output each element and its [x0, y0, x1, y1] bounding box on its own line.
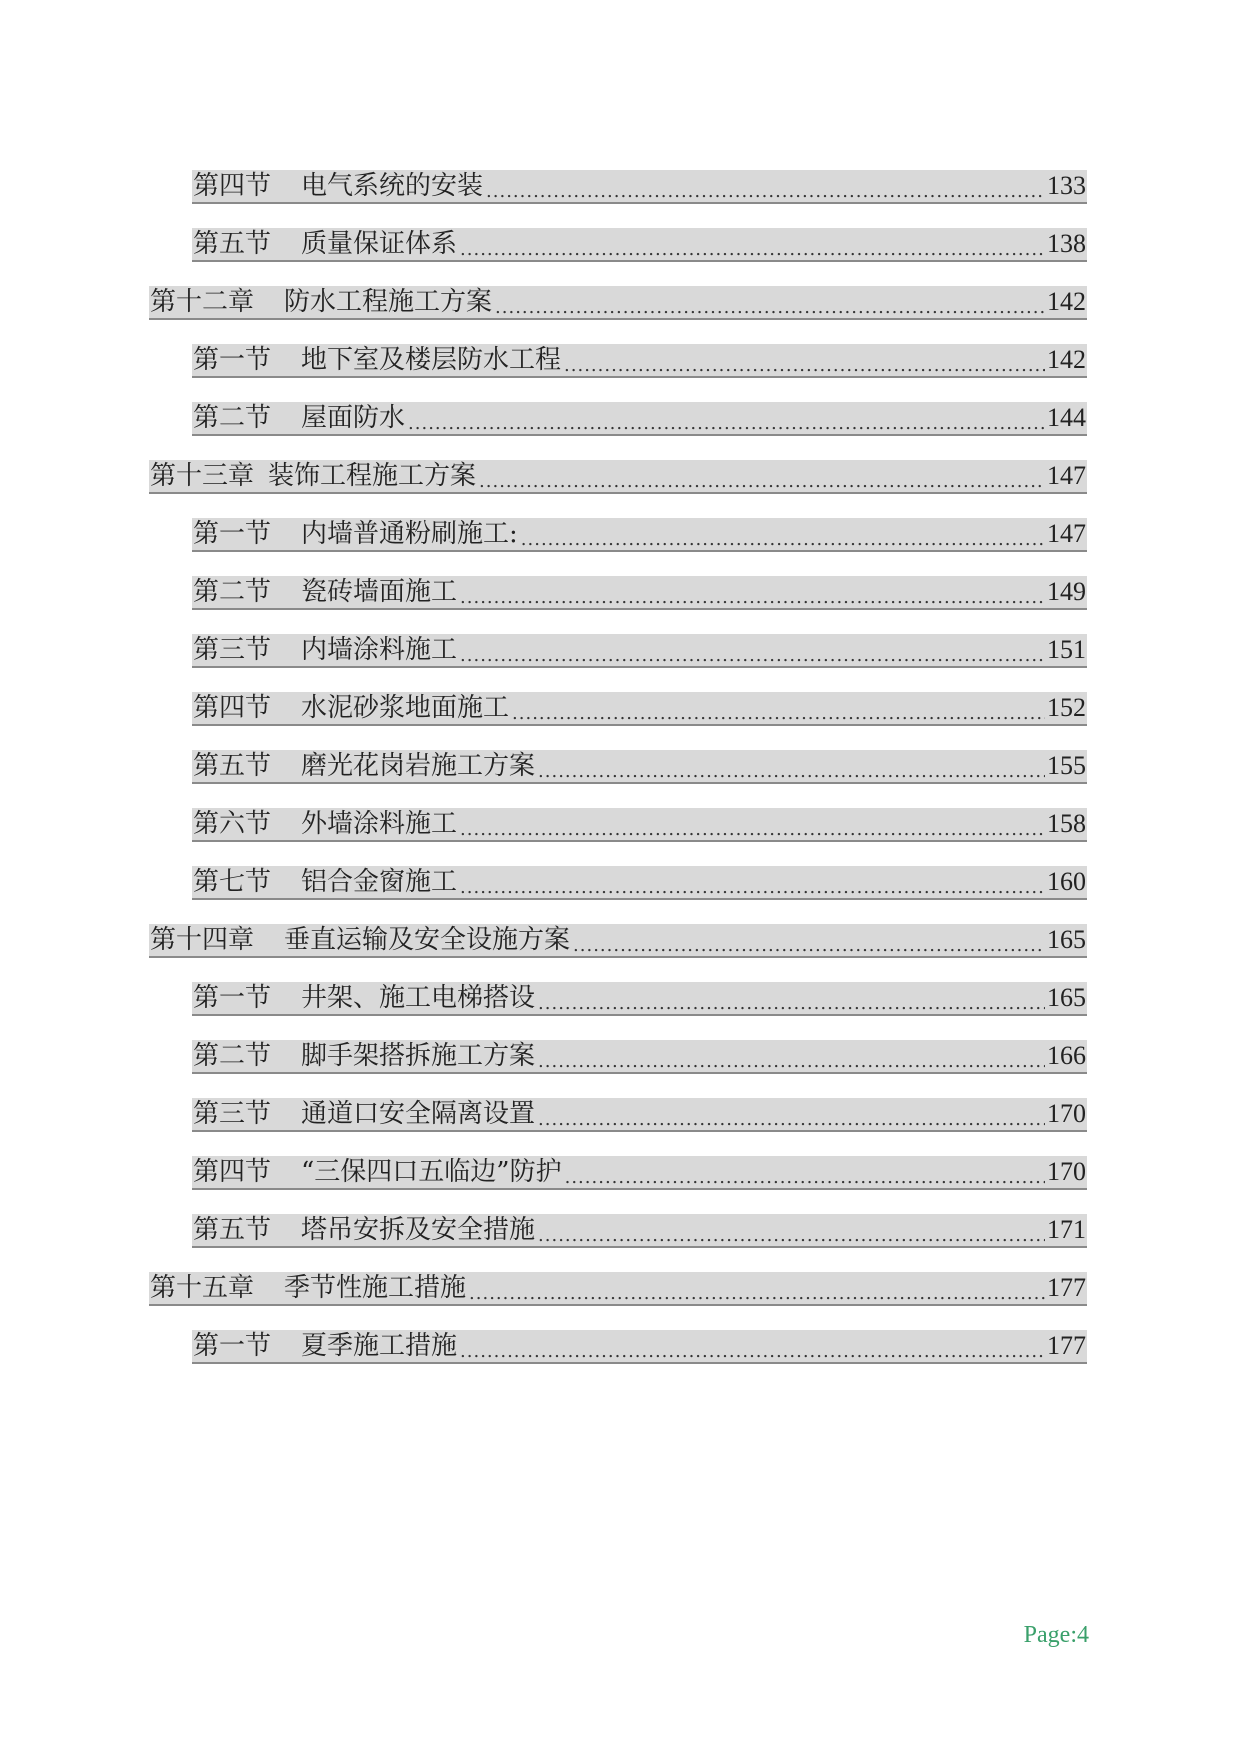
toc-entry-title: 井架、施工电梯搭设 — [301, 983, 536, 1013]
toc-entry[interactable] — [192, 808, 1087, 842]
toc-entry-title: 屋面防水 — [301, 403, 406, 433]
toc-entry-page: 166 — [1047, 1041, 1086, 1070]
toc-dot-leader — [460, 1330, 1045, 1362]
toc-entry-title: 瓷砖墙面施工 — [301, 577, 458, 607]
toc-entry-title: 地下室及楼层防水工程 — [301, 345, 562, 375]
toc-entry-number: 第一节 — [193, 519, 272, 549]
toc-entry[interactable] — [192, 866, 1087, 900]
toc-dot-leader — [538, 1040, 1045, 1072]
toc-entry-number: 第十四章 — [150, 925, 255, 955]
toc-entry-page: 177 — [1047, 1273, 1086, 1302]
toc-entry-number: 第三节 — [193, 635, 272, 665]
toc-dot-leader — [538, 982, 1045, 1014]
toc-entry[interactable] — [192, 344, 1087, 378]
toc-dot-leader — [573, 924, 1045, 956]
toc-entry[interactable] — [192, 170, 1087, 204]
toc-dot-leader — [460, 866, 1045, 898]
toc-entry-title: “三保四口五临边”防护 — [301, 1157, 562, 1187]
toc-dot-leader — [408, 402, 1045, 434]
toc-entry-page: 177 — [1047, 1331, 1086, 1360]
toc-entry-number: 第十二章 — [150, 287, 255, 317]
toc-entry-title: 脚手架搭拆施工方案 — [301, 1041, 536, 1071]
toc-entry[interactable] — [149, 286, 1087, 320]
toc-entry-page: 142 — [1047, 287, 1086, 316]
toc-entry-title: 塔吊安拆及安全措施 — [301, 1215, 536, 1245]
toc-entry[interactable] — [192, 518, 1087, 552]
toc-entry-title: 铝合金窗施工 — [301, 867, 458, 897]
toc-entry-title: 装饰工程施工方案 — [268, 461, 477, 491]
toc-entry-page: 158 — [1047, 809, 1086, 838]
toc-dot-leader — [460, 808, 1045, 840]
toc-entry-number: 第二节 — [193, 1041, 272, 1071]
toc-entry-number: 第二节 — [193, 403, 272, 433]
toc-dot-leader — [521, 518, 1045, 550]
toc-entry-number: 第十三章 — [150, 461, 255, 491]
toc-entry-number: 第四节 — [193, 1157, 272, 1187]
toc-entry[interactable] — [192, 402, 1087, 436]
toc-entry-page: 144 — [1047, 403, 1086, 432]
toc-dot-leader — [538, 750, 1045, 782]
toc-entry-page: 142 — [1047, 345, 1086, 374]
toc-dot-leader — [486, 170, 1045, 202]
toc-entry[interactable] — [192, 1040, 1087, 1074]
toc-entry[interactable] — [192, 576, 1087, 610]
toc-entry-number: 第一节 — [193, 345, 272, 375]
toc-entry-page: 151 — [1047, 635, 1086, 664]
toc-entry-page: 171 — [1047, 1215, 1086, 1244]
toc-entry-title: 内墙涂料施工 — [301, 635, 458, 665]
toc-dot-leader — [564, 344, 1045, 376]
toc-entry-page: 152 — [1047, 693, 1086, 722]
toc-dot-leader — [565, 1156, 1045, 1188]
toc-entry-page: 170 — [1047, 1099, 1086, 1128]
toc-entry[interactable] — [192, 1098, 1087, 1132]
toc-dot-leader — [495, 286, 1045, 318]
toc-entry-title: 水泥砂浆地面施工 — [301, 693, 510, 723]
toc-entry[interactable] — [192, 982, 1087, 1016]
toc-entry-number: 第六节 — [193, 809, 272, 839]
toc-entry-title: 防水工程施工方案 — [284, 287, 493, 317]
toc-entry-title: 内墙普通粉刷施工: — [301, 519, 518, 549]
toc-dot-leader — [469, 1272, 1045, 1304]
page-number-footer: Page:4 — [1023, 1622, 1089, 1648]
toc-entry-title: 季节性施工措施 — [284, 1273, 467, 1303]
toc-entry[interactable] — [192, 1330, 1087, 1364]
toc-dot-leader — [538, 1098, 1045, 1130]
toc-entry-page: 147 — [1047, 519, 1086, 548]
toc-entry-page: 138 — [1047, 229, 1086, 258]
toc-entry-number: 第十五章 — [150, 1273, 255, 1303]
toc-dot-leader — [460, 634, 1045, 666]
toc-entry-title: 通道口安全隔离设置 — [301, 1099, 536, 1129]
toc-entry-page: 170 — [1047, 1157, 1086, 1186]
toc-entry-page: 147 — [1047, 461, 1086, 490]
toc-dot-leader — [512, 692, 1045, 724]
toc-entry-title: 夏季施工措施 — [301, 1331, 458, 1361]
toc-dot-leader — [460, 576, 1045, 608]
toc-entry-title: 垂直运输及安全设施方案 — [284, 925, 571, 955]
toc-entry[interactable] — [149, 924, 1087, 958]
toc-entry-title: 磨光花岗岩施工方案 — [301, 751, 536, 781]
toc-dot-leader — [479, 460, 1045, 492]
toc-entry-page: 160 — [1047, 867, 1086, 896]
toc-entry[interactable] — [192, 634, 1087, 668]
toc-entry-number: 第一节 — [193, 1331, 272, 1361]
toc-entry-page: 165 — [1047, 925, 1086, 954]
toc-entry[interactable] — [192, 1214, 1087, 1248]
toc-entry[interactable] — [192, 692, 1087, 726]
toc-entry-number: 第四节 — [193, 171, 272, 201]
toc-entry[interactable] — [149, 460, 1087, 494]
toc-entry-title: 外墙涂料施工 — [301, 809, 458, 839]
toc-entry[interactable] — [149, 1272, 1087, 1306]
toc-entry-number: 第二节 — [193, 577, 272, 607]
toc-dot-leader — [538, 1214, 1045, 1246]
toc-entry-number: 第七节 — [193, 867, 272, 897]
toc-entry-title: 电气系统的安装 — [301, 171, 484, 201]
toc-entry-number: 第五节 — [193, 1215, 272, 1245]
toc-entry-page: 155 — [1047, 751, 1086, 780]
toc-entry-page: 149 — [1047, 577, 1086, 606]
toc-entry-number: 第三节 — [193, 1099, 272, 1129]
toc-entry-title: 质量保证体系 — [301, 229, 458, 259]
toc-entry[interactable] — [192, 228, 1087, 262]
toc-entry-number: 第四节 — [193, 693, 272, 723]
toc-entry-number: 第五节 — [193, 229, 272, 259]
toc-entry-page: 165 — [1047, 983, 1086, 1012]
toc-entry[interactable] — [192, 750, 1087, 784]
toc-dot-leader — [460, 228, 1045, 260]
toc-entry[interactable] — [192, 1156, 1087, 1190]
toc-entry-number: 第一节 — [193, 983, 272, 1013]
toc-entry-page: 133 — [1047, 171, 1086, 200]
toc-entry-number: 第五节 — [193, 751, 272, 781]
